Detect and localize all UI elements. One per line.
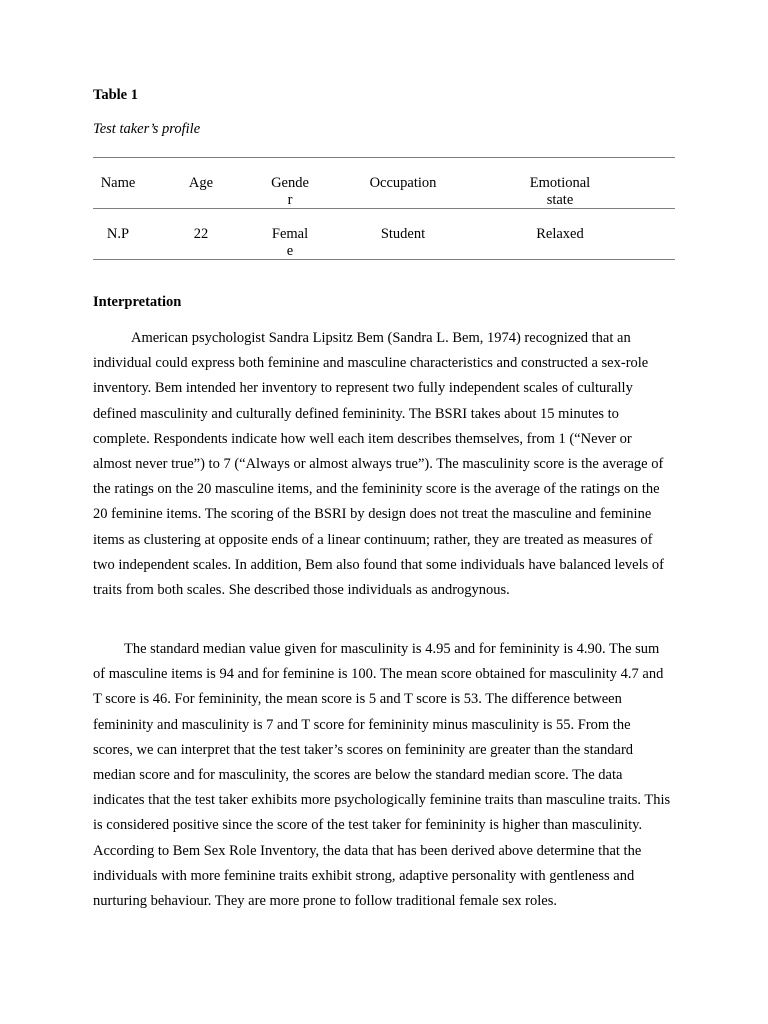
profile-table xyxy=(93,157,675,260)
table-caption: Test taker’s profile xyxy=(93,121,201,137)
header-occupation: Occupation xyxy=(369,175,437,191)
table-row xyxy=(93,209,675,260)
interpretation-heading: Interpretation xyxy=(93,294,182,310)
cell-emotional-state: Relaxed xyxy=(536,226,584,242)
interpretation-paragraph-1: American psychologist Sandra Lipsitz Bem (Sandra L. Bem, 1974) recognized that an individual could express both feminine and masculine characteristics and constructed a sex-role inventory. Bem intended her inventory to represent two fully independent scales of culturally defined masculinity and culturally defined femininity. The BSRI takes about 15 minutes to complete. Respondents indicate how well each item describes themselves, from 1 (“Never or almost never true”) to 7 (“Always or almost always true”). The masculinity score is the average of the ratings on the 20 masculine items, and the femininity score is the average of the ratings on the 20 feminine items. The scoring of the BSRI by design does not treat the masculine and feminine items as clustering at opposite ends of a linear continuum; rather, they are treated as measures of two independent scales. In addition, Bem also found that some individuals have balanced levels of traits from both scales. She described those individuals as androgynous. xyxy=(93,330,664,599)
cell-occupation: Student xyxy=(380,226,426,242)
header-gender: Gender xyxy=(271,175,309,208)
table-label: Table 1 xyxy=(93,87,138,103)
interpretation-paragraph-2: The standard median value given for masculinity is 4.95 and for femininity is 4.90. The sum of masculine items is 94 and for feminine is 100. The mean score obtained for masculinity 4.7 and T score is 46. For femininity, the mean score is 5 and T score is 53. The difference between femininity and masculinity is 7 and T score for femininity minus masculinity is 55. From the scores, we can interpret that the test taker’s scores on femininity are greater than the standard median score and for masculinity, the scores are below the standard median score. The data indicates that the test taker exhibits more psychologically feminine traits than masculine traits. This is considered positive since the score of the test taker for femininity is higher than masculinity. According to Bem Sex Role Inventory, the data that has been derived above determine that the individuals with more feminine traits exhibit strong, adaptive personality with gentleness and nurturing behaviour. They are more prone to follow traditional female sex roles. xyxy=(93,641,671,910)
cell-age: 22 xyxy=(193,226,209,242)
cell-gender: Female xyxy=(271,226,309,259)
cell-name: N.P xyxy=(106,226,130,242)
table-header-row xyxy=(93,158,675,209)
header-emotional-state: Emotional state xyxy=(529,175,591,208)
header-age: Age xyxy=(188,175,214,191)
header-name: Name xyxy=(100,175,136,191)
